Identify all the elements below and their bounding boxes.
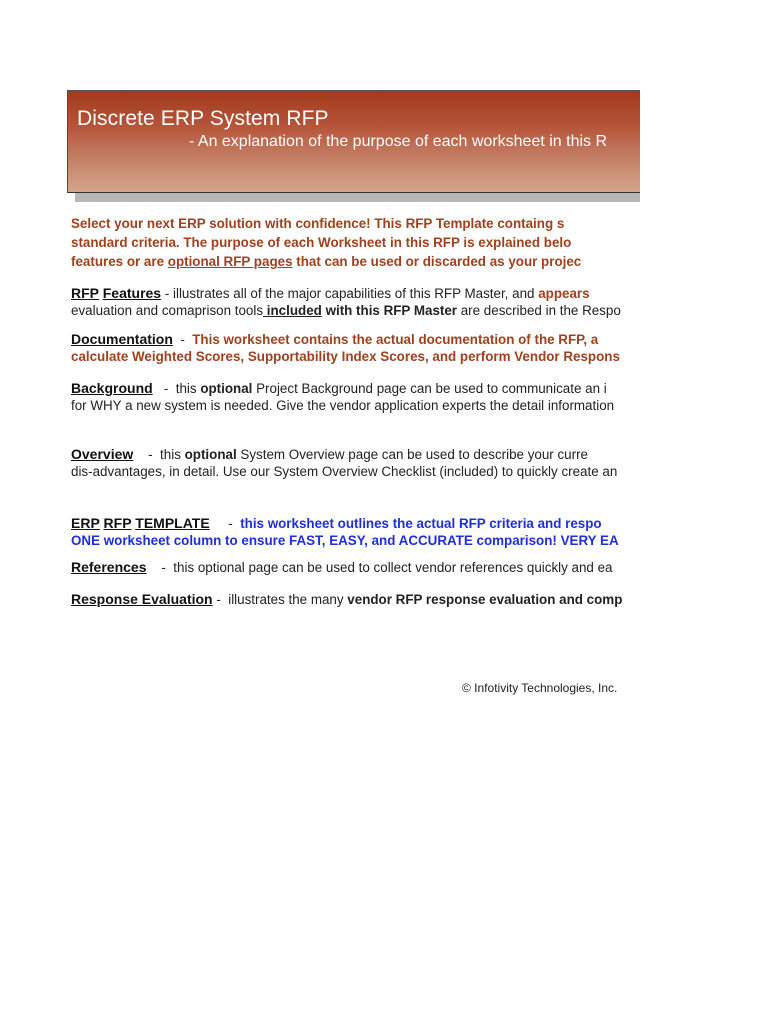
rfp-features-line2-a: evaluation and comaprison tools (71, 303, 264, 318)
copyright-footer: © Infotivity Technologies, Inc. (462, 681, 618, 695)
rfp-features-line2-c: are described in the Respo (457, 303, 621, 318)
overview-label: Overview (71, 446, 134, 462)
overview-line-2: dis-advantages, in detail. Use our System Overview Checklist (included) to quickly create an (71, 464, 618, 479)
rfp-features-included: included (263, 303, 322, 318)
background-line-2: for WHY a new system is needed. Give the vendor application experts the detail information (71, 398, 615, 413)
references-sep: - (146, 560, 174, 575)
rfp-features-label-rfp: RFP (71, 285, 99, 301)
documentation-line-1 (71, 330, 598, 349)
rfp-features-line-2 (71, 302, 621, 320)
title-banner (67, 90, 640, 193)
optional-rfp-pages-link: optional RFP pages (167, 254, 293, 269)
background-label: Background (71, 380, 153, 396)
page-title: Discrete ERP System RFP (77, 107, 329, 130)
references-label: References (71, 559, 147, 575)
erp-template-text: this worksheet outlines the actual RFP criteria and respo (240, 516, 602, 531)
response-evaluation-label: Response Evaluation (71, 591, 213, 607)
background-sep: - this (152, 381, 201, 396)
background-optional: optional (200, 381, 253, 396)
overview-text: System Overview page can be used to describe your curre (236, 447, 588, 462)
response-evaluation-line (71, 590, 622, 609)
erp-template-label-rfp: RFP (103, 515, 132, 531)
response-evaluation-text: vendor RFP response evaluation and comp (347, 592, 623, 607)
references-text: this optional page can be used to collect vendor references quickly and ea (173, 560, 613, 575)
rfp-features-line2-b: with this RFP Master (321, 303, 458, 318)
rfp-features-text: illustrates all of the major capabilities of this RFP Master, and (169, 286, 539, 301)
overview-optional: optional (184, 447, 237, 462)
references-line (71, 558, 613, 577)
documentation-text: This worksheet contains the actual documentation of the RFP, a (192, 332, 599, 347)
page-subtitle: - An explanation of the purpose of each worksheet in this R (189, 133, 608, 150)
erp-template-line-2: ONE worksheet column to ensure FAST, EASY, and ACCURATE comparison! VERY EA (71, 533, 619, 548)
background-line-1 (71, 379, 607, 398)
banner-shadow (75, 193, 640, 202)
rfp-features-label-features: Features (102, 285, 162, 301)
overview-line-1 (71, 445, 588, 464)
intro-line-2: standard criteria. The purpose of each Worksheet in this RFP is explained belo (71, 235, 572, 250)
rfp-features-line-1 (71, 284, 590, 303)
response-evaluation-sep: - illustrates the many (212, 592, 348, 607)
documentation-sep: - (172, 332, 193, 347)
erp-template-line-1 (71, 514, 602, 533)
intro-line-3-pre: features or are (71, 254, 168, 269)
documentation-line-2: calculate Weighted Scores, Supportability Index Scores, and perform Vendor Respons (71, 349, 620, 364)
intro-line-3 (71, 253, 581, 271)
intro-line-3-post: that can be used or discarded as your projec (292, 254, 582, 269)
erp-template-label-erp: ERP (71, 515, 100, 531)
rfp-features-sep: - (161, 286, 170, 301)
erp-template-sep: - (209, 516, 241, 531)
overview-sep: - this (133, 447, 185, 462)
intro-line-1: Select your next ERP solution with confidence! This RFP Template containg s (71, 216, 565, 231)
rfp-features-highlight: appears (538, 286, 590, 301)
background-text: Project Background page can be used to communicate an i (252, 381, 607, 396)
documentation-label: Documentation (71, 331, 173, 347)
erp-template-label-template: TEMPLATE (135, 515, 210, 531)
